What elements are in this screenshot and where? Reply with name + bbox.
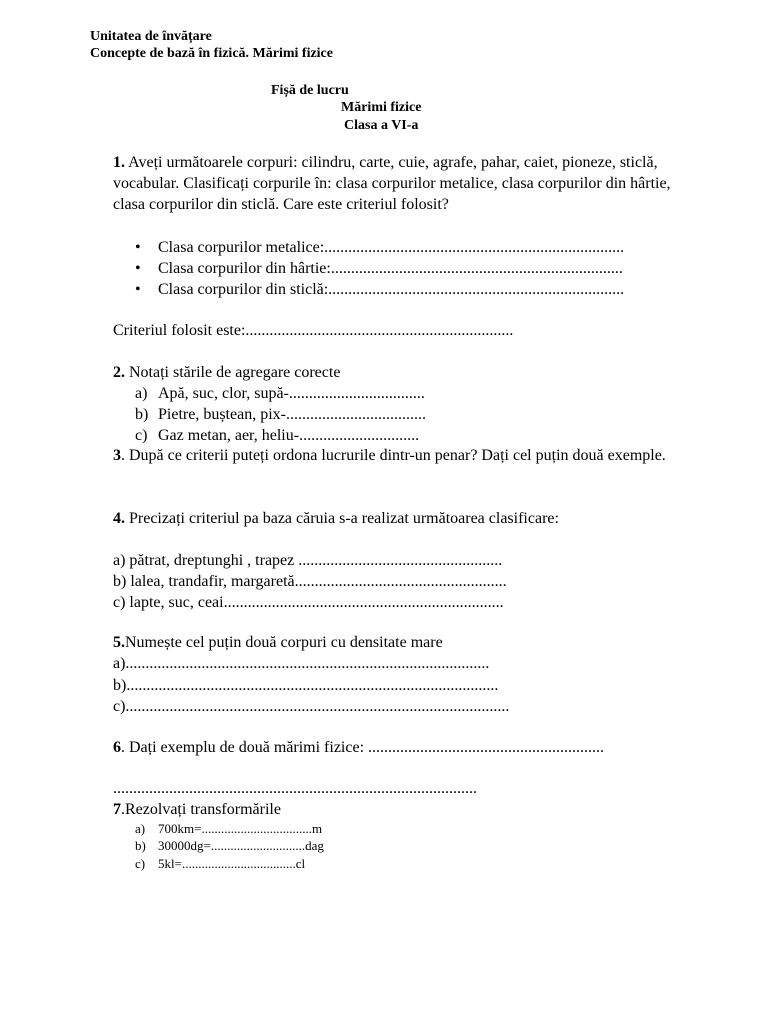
question-1-number: 1. (113, 154, 125, 171)
question-4-text: Precizați criteriul pa baza căruia s-a realizat următoarea clasificare: (129, 510, 559, 527)
question-7-number: 7 (113, 801, 121, 818)
question-3-number: 3 (113, 447, 121, 464)
question-5-number: 5. (113, 634, 125, 651)
question-4 (113, 508, 677, 529)
list-marker: a) (135, 821, 146, 836)
unit-label: Unitatea de învățare (90, 29, 212, 44)
list-marker: b) (135, 838, 146, 853)
answer-line: c)................................................................................................ (113, 698, 510, 715)
question-2-number: 2. (113, 364, 125, 381)
question-1 (113, 152, 677, 215)
question-5-text: Numește cel puțin două corpuri cu densitate mare (125, 634, 443, 651)
question-2-text: Notați stările de agregare corecte (129, 364, 341, 381)
grade-title: Clasa a VI-a (344, 118, 419, 133)
list-item: a) pătrat, dreptunghi , trapez ................................................... (113, 552, 503, 569)
answer-line: b)............................................................................................. (113, 677, 499, 694)
answer-line: a)........................................................................................... (113, 655, 490, 672)
bullet-icon: • (135, 260, 141, 277)
answer-line: ........................................................................................... (113, 780, 477, 797)
question-4-number: 4. (113, 510, 125, 527)
question-6-text: . Dați exemplu de două mărimi fizice: ........................................................... (121, 739, 605, 756)
question-5 (113, 632, 677, 653)
bullet-item: Clasa corpurilor din hârtie:......................................................................... (158, 260, 623, 277)
list-marker: a) (135, 385, 148, 402)
list-item: c) lapte, suc, ceai...................................................................... (113, 594, 504, 611)
list-item: Pietre, buștean, pix-................................... (158, 406, 426, 423)
question-7-text: .Rezolvați transformările (121, 801, 281, 818)
list-item: b) lalea, trandafir, margaretă..................................................... (113, 573, 507, 590)
question-1-criterion: Criteriul folosit este:................................................................... (113, 322, 514, 339)
unit-title: Concepte de bază în fizică. Mărimi fizice (90, 46, 333, 61)
list-item: 5kl=...................................cl (158, 856, 306, 871)
subject-title: Mărimi fizice (341, 100, 422, 115)
sheet-title: Fișă de lucru (271, 83, 349, 98)
question-3 (113, 445, 677, 466)
list-marker: c) (135, 427, 148, 444)
bullet-item: Clasa corpurilor din sticlă:.......................................................................... (158, 281, 625, 298)
question-1-text: Aveți următoarele corpuri: cilindru, carte, cuie, agrafe, pahar, caiet, pioneze, sticlă, vocabular. Clasificați corpurile în: clasa corpurilor metalice, clasa corpurilor din hârtie, clasa corpurilor din sticlă. Care este criteriul folosit? (113, 154, 671, 213)
list-item: Apă, suc, clor, supă-.................................. (158, 385, 425, 402)
question-6 (113, 737, 677, 758)
list-item: 700km=..................................m (158, 821, 323, 836)
question-6-number: 6 (113, 739, 121, 756)
list-marker: b) (135, 406, 149, 423)
bullet-icon: • (135, 281, 141, 298)
list-marker: c) (135, 856, 146, 871)
bullet-icon: • (135, 239, 141, 256)
bullet-item: Clasa corpurilor metalice:........................................................................... (158, 239, 625, 256)
question-2 (113, 362, 677, 383)
question-3-text: . După ce criterii puteți ordona lucrurile dintr-un penar? Dați cel puțin două exemple. (121, 447, 666, 464)
question-7 (113, 799, 677, 820)
list-item: Gaz metan, aer, heliu-.............................. (158, 427, 420, 444)
list-item: 30000dg=.............................dag (158, 838, 324, 853)
